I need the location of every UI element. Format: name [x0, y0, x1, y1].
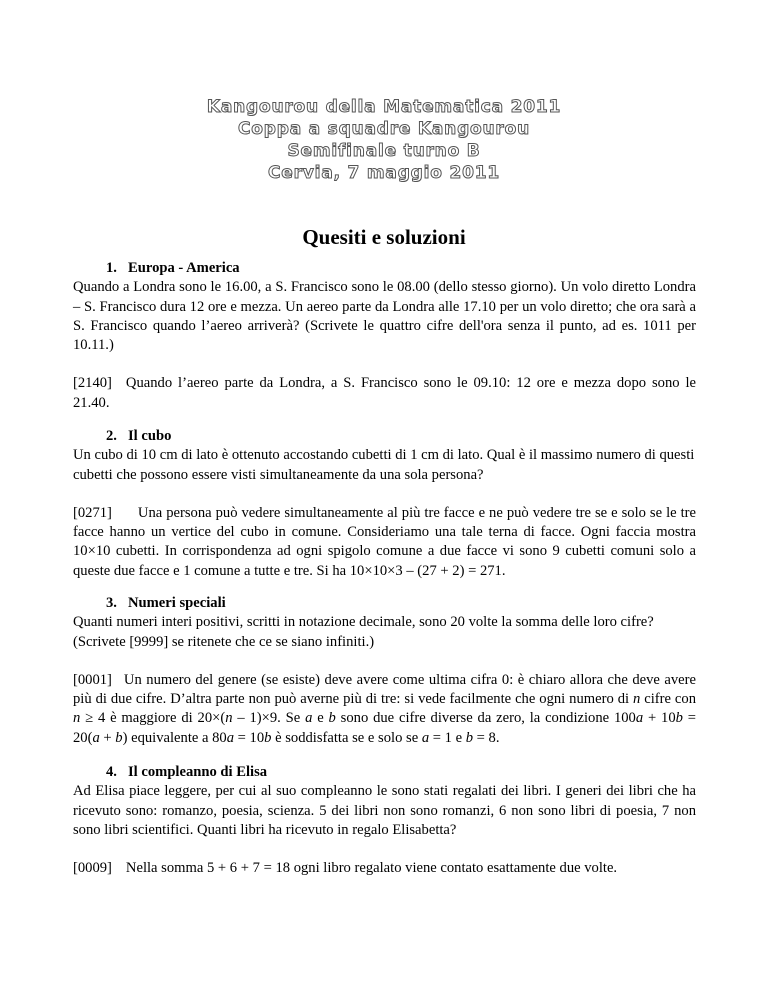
answer-text: sono due cifre diverse da zero, la condizione 100 [335, 710, 636, 727]
answer-text: = 10 [234, 729, 265, 746]
answer-text: + 10 [643, 710, 676, 727]
header-line-contest: Kangourou della Matematica 2011 [206, 97, 562, 117]
contest-header [0, 96, 768, 184]
question-title: Il compleanno di Elisa [128, 764, 268, 780]
variable-a: a [635, 710, 644, 727]
variable-b: b [264, 729, 272, 746]
answer-text: = 20( [73, 710, 697, 746]
question-answer [73, 504, 696, 581]
header-line-cup: Coppa a squadre Kangourou [238, 119, 530, 139]
question-2 [73, 427, 696, 581]
question-1 [73, 259, 696, 413]
question-title: Numeri speciali [128, 595, 226, 611]
answer-text: ≥ 4 è maggiore di 20×( [80, 710, 226, 727]
question-text: Ad Elisa piace leggere, per cui al suo compleanno le sono stati regalati dei libri. I generi dei libri che ha ricevuto sono: romanzo, poesia, scienza. 5 dei libri non sono romanzi, 6 non sono libri di poesia, 7 non sono libri scientifici. Quanti libri ha ricevuto in regalo Elisabetta? [73, 783, 696, 838]
answer-text: è soddisfatta se e solo se [271, 729, 422, 746]
question-heading [73, 427, 696, 446]
variable-b: b [328, 710, 336, 727]
answer-text: cifre con [640, 691, 696, 708]
answer-text: Nella somma 5 + 6 + 7 = 18 ogni libro regalato viene contato esattamente due volte. [125, 860, 618, 877]
question-heading [73, 763, 696, 782]
question-answer [73, 859, 696, 878]
question-text: Quando a Londra sono le 16.00, a S. Francisco sono le 08.00 (dello stesso giorno). Un volo diretto Londra – S. Francisco dura 12 ore e mezza. Un aereo parte da Londra alle 17.10 per un volo diretto; che ora sarà a S. Francisco quando l’aereo arriverà? (Scrivete le quattro cifre dell'ora senza il punto, ad es. 1011 per 10.11.) [73, 279, 696, 354]
answer-text: – 1)×9. Se [232, 710, 306, 727]
question-number: 2. [106, 428, 117, 444]
answer-text: + [99, 729, 116, 746]
question-3 [73, 594, 696, 748]
answer-text: Una persona può vedere simultaneamente al più tre facce e ne può vedere tre se e solo se le tre facce hanno un vertice del cubo in comune. Consideriamo una tale terna di facce. Ogni faccia mostra 10×10 cubetti. In corrispondenza ad ogni spigolo comune a due facce vi sono 9 cubetti comuni solo a queste due facce e 1 comune a tutte e tre. Si ha 10×10×3 – (27 + 2) = 271. [73, 504, 696, 579]
page-title: Quesiti e soluzioni [302, 225, 466, 249]
answer-code: [2140] [73, 375, 112, 392]
question-text: Un cubo di 10 cm di lato è ottenuto accostando cubetti di 1 cm di lato. Qual è il massimo numero di questi cubetti che possono essere visti simultaneamente da una sola persona? [73, 447, 695, 483]
answer-code: [0009] [73, 860, 112, 877]
answer-text: = 1 e [429, 729, 466, 746]
question-title: Il cubo [128, 428, 172, 444]
question-answer [73, 671, 696, 748]
variable-n: n [633, 691, 641, 708]
question-title: Europa - America [128, 260, 240, 276]
variable-a: a [421, 729, 430, 746]
answer-text: Un numero del genere (se esiste) deve avere come ultima cifra 0: è chiaro allora che deve avere più di due cifre. D’altra parte non può averne più di tre: si vede facilmente che ogni numero di [73, 671, 696, 708]
variable-a: a [92, 729, 100, 746]
variable-a: a [305, 710, 313, 727]
variable-b: b [675, 710, 683, 727]
question-number: 3. [106, 595, 117, 611]
variable-n: n [73, 710, 81, 727]
variable-b: b [465, 729, 474, 746]
variable-n: n [225, 710, 233, 727]
question-heading [73, 259, 696, 278]
answer-code: [0001] [73, 671, 112, 688]
answer-text: ) equivalente a 80 [122, 729, 227, 746]
question-4 [73, 763, 696, 878]
answer-text: Quando l’aereo parte da Londra, a S. Francisco sono le 09.10: 12 ore e mezza dopo sono le 21.40. [73, 375, 696, 411]
header-line-place-date: Cervia, 7 maggio 2011 [268, 163, 500, 183]
question-text: Quanti numeri interi positivi, scritti in notazione decimale, sono 20 volte la somma delle loro cifre? (Scrivete [9999] se ritenete che ce se siano infiniti.) [73, 614, 654, 650]
variable-a: a [226, 729, 235, 746]
answer-text: e [312, 710, 329, 727]
question-number: 1. [106, 260, 117, 276]
variable-b: b [115, 729, 123, 746]
answer-text: = 8. [473, 729, 500, 746]
answer-code: [0271] [73, 504, 112, 521]
question-answer [73, 374, 696, 413]
question-heading [73, 594, 696, 613]
header-line-round: Semifinale turno B [287, 141, 481, 161]
question-number: 4. [106, 764, 117, 780]
